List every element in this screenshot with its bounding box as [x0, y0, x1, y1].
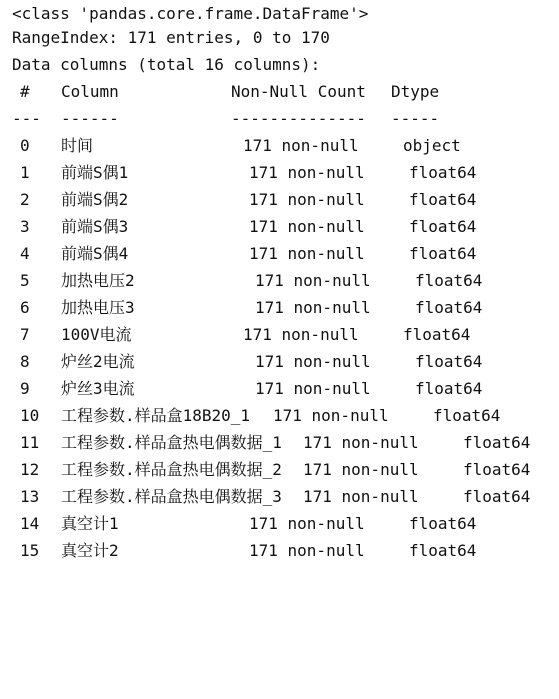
row-dtype: float64	[409, 190, 477, 209]
row-column: 真空计2	[61, 541, 119, 560]
header-column: Column	[61, 82, 119, 101]
row-dtype: float64	[409, 244, 477, 263]
separator-column: ------	[61, 109, 119, 128]
row-count: 171 non-null	[249, 541, 365, 560]
row-dtype: float64	[463, 460, 531, 479]
row-dtype: object	[403, 136, 461, 155]
row-count: 171 non-null	[303, 433, 419, 452]
row-column: 前端S偶2	[61, 190, 129, 209]
row-index: 8	[20, 352, 30, 371]
row-column: 前端S偶4	[61, 244, 129, 263]
row-dtype: float64	[433, 406, 501, 425]
row-column: 真空计1	[61, 514, 119, 533]
row-dtype: float64	[415, 379, 483, 398]
table-row	[0, 240, 477, 267]
row-index: 13	[20, 487, 40, 506]
row-count: 171 non-null	[249, 163, 365, 182]
header-index: #	[20, 82, 30, 101]
row-index: 10	[20, 406, 40, 425]
row-index: 7	[20, 325, 30, 344]
row-index: 1	[20, 163, 30, 182]
row-dtype: float64	[415, 352, 483, 371]
header-count: Non-Null Count	[231, 82, 366, 101]
row-index: 11	[20, 433, 40, 452]
table-row	[0, 456, 531, 483]
table-row	[0, 186, 477, 213]
row-count: 171 non-null	[255, 271, 371, 290]
row-column: 炉丝2电流	[61, 352, 135, 371]
range-index-text: RangeIndex: 171 entries, 0 to 170	[12, 28, 330, 47]
row-dtype: float64	[403, 325, 471, 344]
row-count: 171 non-null	[255, 352, 371, 371]
table-row	[0, 294, 483, 321]
row-count: 171 non-null	[303, 460, 419, 479]
row-dtype: float64	[409, 163, 477, 182]
table-row	[0, 537, 477, 564]
row-dtype: float64	[409, 541, 477, 560]
row-column: 前端S偶3	[61, 217, 129, 236]
table-row	[0, 132, 461, 159]
data-columns-text: Data columns (total 16 columns):	[12, 55, 321, 74]
row-index: 2	[20, 190, 30, 209]
row-index: 9	[20, 379, 30, 398]
row-dtype: float64	[409, 514, 477, 533]
row-dtype: float64	[463, 433, 531, 452]
row-count: 171 non-null	[243, 136, 359, 155]
row-count: 171 non-null	[255, 379, 371, 398]
row-column: 时间	[61, 136, 94, 155]
row-dtype: float64	[463, 487, 531, 506]
table-row	[0, 159, 477, 186]
row-index: 3	[20, 217, 30, 236]
separator-index: ---	[12, 109, 41, 128]
data-columns-line	[0, 51, 321, 78]
range-index-line	[0, 24, 330, 51]
row-column: 前端S偶1	[61, 163, 129, 182]
row-dtype: float64	[409, 217, 477, 236]
table-row	[0, 510, 477, 537]
row-column: 加热电压3	[61, 298, 135, 317]
table-row	[0, 402, 501, 429]
class-line-text: <class 'pandas.core.frame.DataFrame'>	[12, 4, 369, 23]
row-column: 100V电流	[61, 325, 132, 344]
row-index: 12	[20, 460, 40, 479]
row-count: 171 non-null	[249, 217, 365, 236]
row-index: 15	[20, 541, 40, 560]
row-count: 171 non-null	[249, 190, 365, 209]
row-dtype: float64	[415, 271, 483, 290]
row-count: 171 non-null	[243, 325, 359, 344]
row-column: 工程参数.样品盒热电偶数据_2	[61, 460, 282, 479]
table-row	[0, 483, 531, 510]
row-column: 工程参数.样品盒热电偶数据_3	[61, 487, 282, 506]
row-column: 加热电压2	[61, 271, 135, 290]
row-count: 171 non-null	[273, 406, 389, 425]
separator-row	[0, 105, 440, 132]
row-index: 4	[20, 244, 30, 263]
row-column: 工程参数.样品盒热电偶数据_1	[61, 433, 282, 452]
table-row	[0, 375, 483, 402]
row-index: 5	[20, 271, 30, 290]
separator-dtype: -----	[391, 109, 440, 128]
class-line	[0, 0, 369, 27]
row-dtype: float64	[415, 298, 483, 317]
table-row	[0, 213, 477, 240]
row-index: 6	[20, 298, 30, 317]
row-count: 171 non-null	[255, 298, 371, 317]
row-column: 工程参数.样品盒18B20_1	[61, 406, 251, 425]
table-row	[0, 267, 483, 294]
row-count: 171 non-null	[249, 514, 365, 533]
table-row	[0, 348, 483, 375]
table-row	[0, 429, 531, 456]
row-index: 14	[20, 514, 40, 533]
table-row	[0, 321, 471, 348]
header-dtype: Dtype	[391, 82, 440, 101]
row-count: 171 non-null	[303, 487, 419, 506]
header-row	[0, 78, 440, 105]
row-index: 0	[20, 136, 30, 155]
row-column: 炉丝3电流	[61, 379, 135, 398]
row-count: 171 non-null	[249, 244, 365, 263]
separator-count: --------------	[231, 109, 366, 128]
